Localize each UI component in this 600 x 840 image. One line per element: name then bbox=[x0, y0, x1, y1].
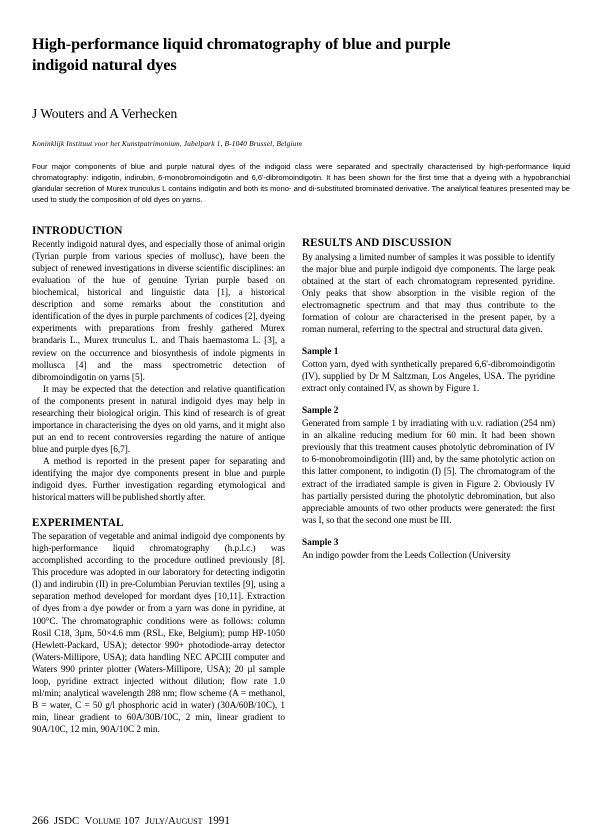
subheading-sample-1: Sample 1 bbox=[302, 346, 339, 357]
page-footer bbox=[32, 815, 230, 828]
intro-paragraph-3: A method is reported in the present paper for separating and identifying the major dye components present in blue and purple indigoid dyes. Further investigation regarding etymological and historical matters will be published shortly after. bbox=[32, 456, 285, 504]
experimental-paragraph-1: The separation of vegetable and animal indigoid dye components by high-performance liquid chromatography (h.p.l.c.) was accomplished according to the procedure outlined previously [8]. This procedure was adopted in our laboratory for detecting indigotin (I) and indirubin (II) in pre-Columbian Peruvian textiles [9], using a separation method developed for mordant dyes [10,11]. Extraction of dyes from a dye powder or from a yarn was done in pyridine, at 100°C. The chromatographic conditions were as follows: column Rosil C18, 3µm, 50×4.6 mm (RSL, Eke, Belgium); pump HP-1050 (Hewlett-Packard, USA); detector 990+ photodiode-array detector (Waters-Millipore, USA); data handling NEC APCIII computer and Waters 990 printer plotter (Waters-Millipore, USA); 20 µl sample loop, pyridine extract injected without dilution; flow rate 1.0 ml/min; analytical wavelength 288 nm; flow scheme (A = methanol, B = water, C = 50 g/l phosphoric acid in water) (30A/60B/10C), 1 min, linear gradient to 60A/30B/10C, 2 min, linear gradient to 90A/10C, 12 min, 90A/10C 2 min. bbox=[32, 532, 285, 735]
footer-page-number: 266 bbox=[32, 814, 49, 827]
footer-volume: Volume 107 bbox=[84, 814, 140, 827]
footer-issue: July/August bbox=[145, 814, 203, 827]
section-heading-results: RESULTS AND DISCUSSION bbox=[302, 237, 452, 250]
results-paragraph-1: By analysing a limited number of samples it was possible to identify the major blue and purple indigoid dye components. The large peak obtained at the start of each chromatogram represented pyridine. Only peaks that show absorption in the visible region of the electromagnetic spectrum and that may thus contribute to the formation of colour are characterised in the present paper, by a roman numeral, referring to the spectral and structural data given. bbox=[302, 252, 555, 335]
intro-paragraph-2: It may be expected that the detection and relative quantification of the components present in natural indigoid dyes may help in researching their biological origin. This kind of research is of great importance in characterising the dyes on old yarns, and it might also put an end to recent controversies regarding the nature of antique blue and purple dyes [6,7]. bbox=[32, 384, 285, 455]
section-heading-experimental: EXPERIMENTAL bbox=[32, 516, 124, 529]
body-columns bbox=[32, 225, 570, 736]
subheading-sample-3: Sample 3 bbox=[302, 537, 339, 548]
page-title: High-performance liquid chromatography of blue and purple indigoid natural dyes bbox=[32, 35, 451, 75]
sample-2-text: Generated from sample 1 by irradiating with u.v. radiation (254 nm) in an alkaline reducing medium for 60 min. It had been shown previously that this treatment causes photolytic debromination of IV to 6-monobromoindigotin (III) and, by the same photolytic action on this latter component, to indigotin (I) [5]. The chromatogram of the extract of the irradiated sample is given in Figure 2. Obviously IV has partially persisted during the photolytic debromination, but also appreciable amounts of two other products were generated: the first was I, so that the second one must be III. bbox=[302, 419, 555, 526]
intro-paragraph-1: Recently indigoid natural dyes, and especially those of animal origin (Tyrian purple from various species of mollusc), have been the subject of renewed investigations in diverse scientific disciplines: an evaluation of the hue of genuine Tyrian purple based on biochemical, historical and linguistic data [1], a historical description and some remarks about the constitution and identification of the dyes in purple parchments of codices [2], dyeing experiments with preparations from freshly gathered Murex brandaris L., Murex trunculus L. and Thais haemastoma L. [3], a review on the occurrence and biosynthesis of indole pigments in mollusca [4] and the mass spectrometric detection of dibromoindigotin on yarns [5]. bbox=[32, 240, 285, 383]
author-list: J Wouters and A Verhecken bbox=[32, 105, 178, 121]
subheading-sample-2: Sample 2 bbox=[302, 406, 339, 417]
sample-1-text: Cotton yarn, dyed with synthetically prepared 6,6'-dibromoindigotin (IV), supplied by Dr M Saltzman, Los Angeles, USA. The pyridine extract only contained IV, as shown by Figure 1. bbox=[302, 360, 555, 395]
footer-journal: JSDC bbox=[53, 814, 80, 827]
footer-year: 1991 bbox=[207, 814, 230, 827]
column-left bbox=[32, 225, 285, 736]
section-heading-introduction: INTRODUCTION bbox=[32, 224, 123, 237]
abstract: Four major components of blue and purple natural dyes of the indigoid class were separated and spectrally characterised by high-performance liquid chromatography: indigotin, indirubin, 6-monobromoindigotin and 6,6'-dibromoindigotin. It has been shown for the first time that a dyeing with a hypobranchial glandular secretion of Murex trunculus L contains indigotin and both its mono- and di-substituted brominated derivative. The analytical features presented may be used to study the composition of old dyes on yarns. bbox=[32, 161, 570, 204]
sample-3-text: An indigo powder from the Leeds Collection (University bbox=[302, 550, 511, 561]
affiliation: Koninklijk Instituut voor het Kunstpatrimonium, Jubelpark 1, B-1040 Brussel, Belgium bbox=[32, 138, 303, 148]
column-right bbox=[302, 225, 555, 736]
